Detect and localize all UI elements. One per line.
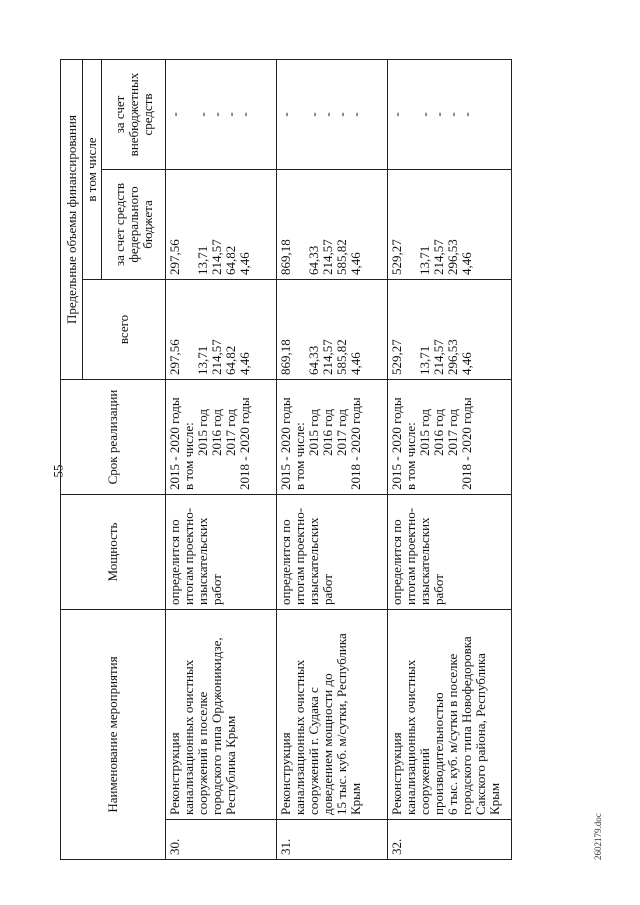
cell-line: 2017 год bbox=[334, 409, 349, 456]
cell-line: 4,46 bbox=[459, 352, 474, 375]
cell-line bbox=[293, 174, 307, 275]
cell-line: - bbox=[320, 112, 335, 117]
cell-line: 297,56 bbox=[167, 339, 182, 375]
cell-line: канализационных очистных bbox=[403, 659, 418, 815]
row-number bbox=[166, 820, 277, 860]
cell-line: Республика Крым bbox=[223, 715, 238, 815]
period bbox=[277, 380, 388, 495]
cell-line: в том числе: bbox=[181, 422, 196, 490]
cell-line: 13,71 bbox=[417, 345, 432, 375]
cell-line: 13,71 bbox=[195, 245, 210, 275]
activity-name bbox=[388, 610, 512, 820]
period bbox=[388, 380, 512, 495]
page-number: 55 bbox=[50, 464, 66, 478]
cell-line: 529,27 bbox=[389, 339, 404, 375]
cell-line: итогам проектно- bbox=[292, 507, 307, 605]
cell-line: 585,82 bbox=[334, 339, 349, 375]
cell-line: - bbox=[209, 112, 224, 117]
cell-line: - bbox=[417, 112, 432, 117]
cell-line: - bbox=[223, 112, 238, 117]
cell-line: - bbox=[167, 112, 182, 117]
cell-line: 4,46 bbox=[237, 252, 252, 275]
cell-line bbox=[404, 174, 418, 275]
cell-line: 6 тыс. куб. м/сутки в поселке bbox=[445, 653, 460, 815]
header-including: в том числе bbox=[83, 60, 102, 280]
rotated-table-container bbox=[60, 60, 580, 860]
cell-line: 4,46 bbox=[348, 352, 363, 375]
row-number-text: 30. bbox=[167, 838, 182, 855]
extrabudgetary-amount bbox=[166, 60, 277, 170]
cell-line: 214,57 bbox=[431, 239, 446, 275]
financing-table bbox=[60, 59, 512, 860]
cell-line: городского типа Новофедоровка bbox=[459, 636, 474, 815]
header-name: Наименование мероприятия bbox=[61, 610, 166, 860]
cell-line: 2016 год bbox=[431, 409, 446, 456]
cell-line: 15 тыс. куб. м/сутки, Республика bbox=[334, 633, 349, 815]
cell-line: работ bbox=[431, 574, 446, 605]
cell-line: - bbox=[306, 112, 321, 117]
cell-line: 13,71 bbox=[417, 245, 432, 275]
footer-filename: 2602179.doc bbox=[593, 813, 603, 860]
cell-line: 214,57 bbox=[209, 339, 224, 375]
cell-line: 585,82 bbox=[334, 239, 349, 275]
row-number bbox=[388, 820, 512, 860]
cell-line: канализационных очистных bbox=[292, 659, 307, 815]
cell-line: 2018 - 2020 годы bbox=[237, 397, 252, 490]
cell-line: Реконструкция bbox=[278, 732, 293, 815]
extrabudgetary-amount bbox=[277, 60, 388, 170]
cell-line: - bbox=[389, 112, 404, 117]
cell-line: сооружений в поселке bbox=[195, 691, 210, 815]
table-row bbox=[166, 60, 277, 860]
total-amount bbox=[166, 280, 277, 380]
cell-line: определится по bbox=[167, 519, 182, 605]
capacity bbox=[388, 495, 512, 610]
table-row bbox=[277, 60, 388, 860]
cell-line: производительностью bbox=[431, 692, 446, 815]
activity-name bbox=[277, 610, 388, 820]
cell-line: изыскательских bbox=[195, 517, 210, 605]
cell-line: - bbox=[348, 112, 363, 117]
cell-line: 2015 год bbox=[306, 409, 321, 456]
cell-line: 214,57 bbox=[209, 239, 224, 275]
federal-amount bbox=[166, 170, 277, 280]
cell-line: канализационных очистных bbox=[181, 659, 196, 815]
cell-line: в том числе: bbox=[403, 422, 418, 490]
cell-line: 4,46 bbox=[237, 352, 252, 375]
cell-line: 64,33 bbox=[306, 245, 321, 275]
cell-line: работ bbox=[209, 574, 224, 605]
cell-line: работ bbox=[320, 574, 335, 605]
cell-line: 2016 год bbox=[320, 409, 335, 456]
cell-line bbox=[293, 284, 307, 375]
cell-line bbox=[404, 64, 418, 165]
cell-line: 214,57 bbox=[320, 339, 335, 375]
cell-line: - bbox=[445, 112, 460, 117]
cell-line: 4,46 bbox=[459, 252, 474, 275]
row-number bbox=[277, 820, 388, 860]
cell-line bbox=[182, 174, 196, 275]
cell-line: 2017 год bbox=[223, 409, 238, 456]
cell-line: 64,82 bbox=[223, 345, 238, 375]
cell-line: - bbox=[431, 112, 446, 117]
cell-line: доведением мощности до bbox=[320, 673, 335, 815]
cell-line: 2017 год bbox=[445, 409, 460, 456]
capacity bbox=[277, 495, 388, 610]
cell-line bbox=[293, 64, 307, 165]
cell-line: 529,27 bbox=[389, 239, 404, 275]
header-total: всего bbox=[83, 280, 166, 380]
cell-line: 64,33 bbox=[306, 345, 321, 375]
activity-name bbox=[166, 610, 277, 820]
cell-line: Реконструкция bbox=[167, 732, 182, 815]
cell-line bbox=[182, 284, 196, 375]
federal-amount bbox=[388, 170, 512, 280]
cell-line: 2018 - 2020 годы bbox=[459, 397, 474, 490]
cell-line: 214,57 bbox=[320, 239, 335, 275]
cell-line bbox=[404, 284, 418, 375]
cell-line: 2015 - 2020 годы bbox=[167, 397, 182, 490]
table-body bbox=[166, 60, 512, 860]
federal-amount bbox=[277, 170, 388, 280]
cell-line: изыскательских bbox=[417, 517, 432, 605]
cell-line: 2018 - 2020 годы bbox=[348, 397, 363, 490]
total-amount bbox=[388, 280, 512, 380]
cell-line: городского типа Орджоникидзе, bbox=[209, 637, 224, 815]
cell-line: Сакского района, Республика bbox=[473, 653, 488, 815]
cell-line: 2015 год bbox=[417, 409, 432, 456]
cell-line: Крым bbox=[348, 782, 363, 815]
cell-line: 13,71 bbox=[195, 345, 210, 375]
cell-line bbox=[182, 64, 196, 165]
cell-line: 869,18 bbox=[278, 239, 293, 275]
cell-line: сооружений г. Судака с bbox=[306, 687, 321, 815]
total-amount bbox=[277, 280, 388, 380]
row-number-text: 32. bbox=[389, 838, 404, 855]
cell-line: сооружений bbox=[417, 748, 432, 815]
cell-line: определится по bbox=[278, 519, 293, 605]
cell-line: 297,56 bbox=[167, 239, 182, 275]
cell-line: определится по bbox=[389, 519, 404, 605]
capacity bbox=[166, 495, 277, 610]
row-number-text: 31. bbox=[278, 838, 293, 855]
cell-line: 214,57 bbox=[431, 339, 446, 375]
extrabudgetary-amount bbox=[388, 60, 512, 170]
cell-line: 2015 год bbox=[195, 409, 210, 456]
table-row bbox=[388, 60, 512, 860]
cell-line: 296,53 bbox=[445, 239, 460, 275]
cell-line: 64,82 bbox=[223, 245, 238, 275]
cell-line: - bbox=[278, 112, 293, 117]
header-period: Срок реализации bbox=[61, 380, 166, 495]
cell-line: итогам проектно- bbox=[181, 507, 196, 605]
cell-line: - bbox=[195, 112, 210, 117]
cell-line: Крым bbox=[487, 782, 502, 815]
cell-line: в том числе: bbox=[292, 422, 307, 490]
cell-line: - bbox=[237, 112, 252, 117]
cell-line: изыскательских bbox=[306, 517, 321, 605]
cell-line: 2016 год bbox=[209, 409, 224, 456]
header-limits: Предельные объемы финансирования bbox=[61, 60, 83, 380]
cell-line: - bbox=[334, 112, 349, 117]
cell-line: 4,46 bbox=[348, 252, 363, 275]
header-federal: за счет средств федерального бюджета bbox=[102, 170, 166, 280]
cell-line: - bbox=[459, 112, 474, 117]
header-extra: за счет внебюджетных средств bbox=[102, 60, 166, 170]
cell-line: 296,53 bbox=[445, 339, 460, 375]
cell-line: 2015 - 2020 годы bbox=[389, 397, 404, 490]
period bbox=[166, 380, 277, 495]
cell-line: итогам проектно- bbox=[403, 507, 418, 605]
cell-line: Реконструкция bbox=[389, 732, 404, 815]
cell-line: 869,18 bbox=[278, 339, 293, 375]
cell-line: 2015 - 2020 годы bbox=[278, 397, 293, 490]
header-capacity: Мощность bbox=[61, 495, 166, 610]
